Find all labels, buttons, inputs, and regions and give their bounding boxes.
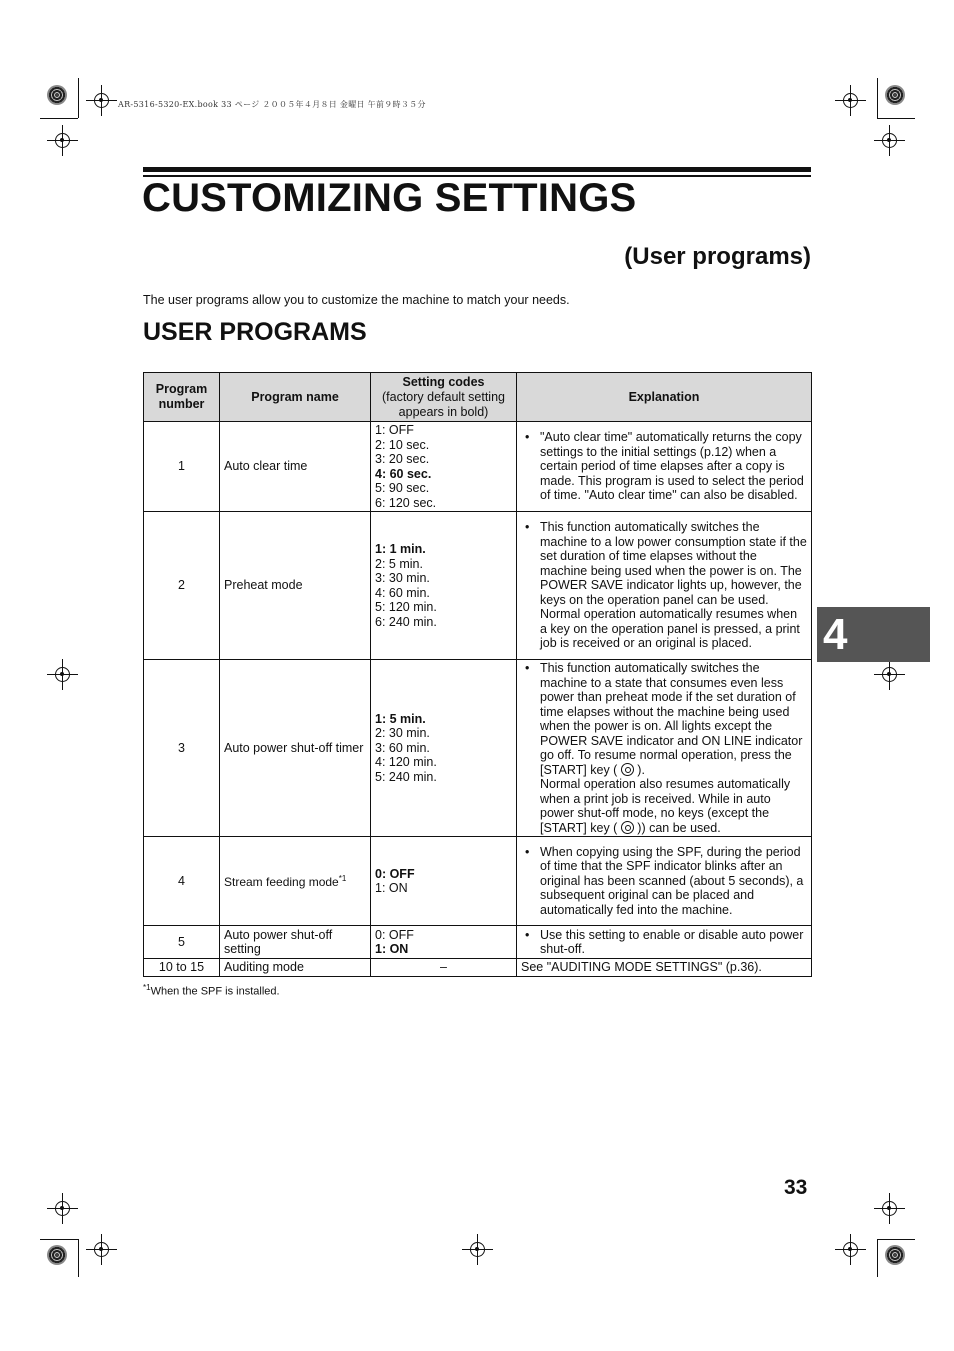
footnote-text: When the SPF is installed.	[150, 985, 280, 998]
setting-codes	[371, 660, 517, 837]
explanation-text: When copying using the SPF, during the period of time that the SPF indicator blinks after an original has been scanned (about 5 seconds), a subsequent original can be placed and automatically fed into the machine.	[540, 844, 804, 917]
setting-codes	[371, 422, 517, 512]
setting-codes	[371, 512, 517, 660]
table-row	[144, 422, 812, 512]
intro-text: The user programs allow you to customize the machine to match your needs.	[143, 293, 570, 307]
registration-target-icon	[47, 1245, 67, 1265]
bullet-icon: •	[525, 520, 530, 535]
setting-code: 2: 10 sec.	[375, 437, 430, 452]
setting-code: 6: 120 sec.	[375, 495, 437, 510]
trim-mark	[40, 118, 78, 119]
program-name: Auditing mode	[220, 959, 371, 977]
header-explanation: Explanation	[517, 373, 812, 422]
explanation-text: See "AUDITING MODE SETTINGS" (p.36).	[517, 959, 812, 977]
program-name: Auto power shut-off setting	[220, 926, 371, 959]
trim-mark	[877, 1239, 878, 1277]
bullet-icon: •	[525, 661, 530, 675]
setting-code: 0: OFF	[375, 927, 414, 942]
footnote-reference: *1	[338, 874, 347, 884]
trim-mark	[877, 1239, 915, 1240]
setting-code: 2: 30 min.	[375, 726, 430, 741]
explanation-part: Normal operation also resumes automatically when a print job is received. While in auto power shut-off mode, no keys (except the [START] key (	[540, 777, 791, 835]
program-number: 4	[144, 837, 220, 926]
setting-code: 3: 20 sec.	[375, 452, 430, 466]
table-row	[144, 959, 812, 977]
footnote	[143, 983, 280, 998]
header-setting-codes-label: Setting codes	[402, 374, 485, 389]
program-number: 1	[144, 422, 220, 512]
setting-code-default: 1: 1 min.	[375, 542, 426, 556]
footnote-mark: *1	[143, 983, 151, 992]
trim-mark	[40, 1239, 78, 1240]
registration-target-icon	[885, 1245, 905, 1265]
explanation-text: Use this setting to enable or disable auto power shut-off.	[540, 927, 804, 956]
setting-code-default: 0: OFF	[375, 866, 415, 881]
setting-code: 4: 120 min.	[375, 755, 437, 770]
explanation-part: ).	[637, 762, 645, 777]
setting-codes	[371, 837, 517, 926]
program-name: Preheat mode	[220, 512, 371, 660]
header-program-name: Program name	[220, 373, 371, 422]
chapter-tab: 4	[817, 607, 930, 662]
table-row	[144, 660, 812, 837]
table-row	[144, 926, 812, 959]
explanation-part: This function automatically switches the machine to a state that consumes even less power than preheat mode if the set duration of time elapses without the machine being used when the power is on. All lights except the POWER SAVE indicator and ON LINE indicator go off. To resume normal operation, press the [START] key (	[540, 661, 803, 777]
program-number: 5	[144, 926, 220, 959]
header-setting-codes-note: (factory default setting appears in bold)	[382, 389, 505, 419]
bullet-icon: •	[525, 927, 530, 942]
explanation	[517, 512, 812, 660]
print-info-line: AR-5316-5320-EX.book 33 ページ ２００５年４月８日 金曜日 午前９時３５分	[118, 100, 426, 109]
table-row	[144, 837, 812, 926]
program-number: 3	[144, 660, 220, 837]
setting-code: 1: ON	[375, 881, 408, 895]
explanation-part: )) can be used.	[637, 820, 721, 835]
setting-code-default: 4: 60 sec.	[375, 466, 432, 481]
setting-code: 5: 240 min.	[375, 769, 437, 784]
title-rule	[143, 167, 811, 172]
setting-code: 6: 240 min.	[375, 614, 437, 629]
user-programs-table	[143, 372, 812, 977]
trim-mark	[78, 1239, 79, 1277]
setting-code: 4: 60 min.	[375, 585, 430, 600]
program-name: Auto clear time	[220, 422, 371, 512]
table-row	[144, 512, 812, 660]
section-title: USER PROGRAMS	[143, 318, 367, 346]
registration-target-icon	[885, 85, 905, 105]
setting-code: 1: OFF	[375, 423, 414, 437]
program-number: 10 to 15	[144, 959, 220, 977]
bullet-icon: •	[525, 430, 530, 445]
setting-code: 3: 30 min.	[375, 571, 430, 585]
setting-code-default: 1: 5 min.	[375, 711, 426, 726]
setting-code: 5: 90 sec.	[375, 481, 430, 495]
table-header-row	[144, 373, 812, 422]
program-name: Auto power shut-off timer	[220, 660, 371, 837]
trim-mark	[78, 78, 79, 118]
explanation	[517, 837, 812, 926]
setting-codes: –	[371, 959, 517, 977]
program-number: 2	[144, 512, 220, 660]
trim-mark	[877, 78, 878, 118]
trim-mark	[877, 118, 915, 119]
explanation	[517, 422, 812, 512]
setting-code: 2: 5 min.	[375, 556, 423, 571]
program-name	[220, 837, 371, 926]
page-number: 33	[784, 1176, 808, 1199]
page-subtitle: (User programs)	[624, 243, 811, 270]
explanation	[517, 926, 812, 959]
start-key-icon	[621, 763, 634, 776]
page-title: CUSTOMIZING SETTINGS	[142, 176, 637, 220]
program-name-text: Stream feeding mode	[224, 875, 339, 890]
setting-code: 3: 60 min.	[375, 740, 430, 755]
registration-target-icon	[47, 85, 67, 105]
start-key-icon	[621, 821, 634, 834]
setting-code-default: 1: ON	[375, 942, 409, 956]
explanation-text	[540, 661, 807, 835]
bullet-icon: •	[525, 844, 530, 859]
header-setting-codes	[371, 373, 517, 422]
explanation	[517, 660, 812, 837]
explanation-text: This function automatically switches the machine to a low power consumption state if the set duration of time elapses without the machine being used when the power is on. The POWER SAVE indicator lights up, however, the keys on the operation panel can be used. Normal operation automatically resumes when a key on the operation panel is pressed, a print job is received or an original is placed.	[540, 520, 807, 651]
setting-code: 5: 120 min.	[375, 600, 437, 614]
explanation-text: "Auto clear time" automatically returns the copy settings to the initial settings (p.12) when a certain period of time elapses after a copy is made. This program is used to select the period of time. "Auto clear time" can also be disabled.	[540, 430, 804, 503]
setting-codes	[371, 926, 517, 959]
header-program-number: Program number	[144, 373, 220, 422]
